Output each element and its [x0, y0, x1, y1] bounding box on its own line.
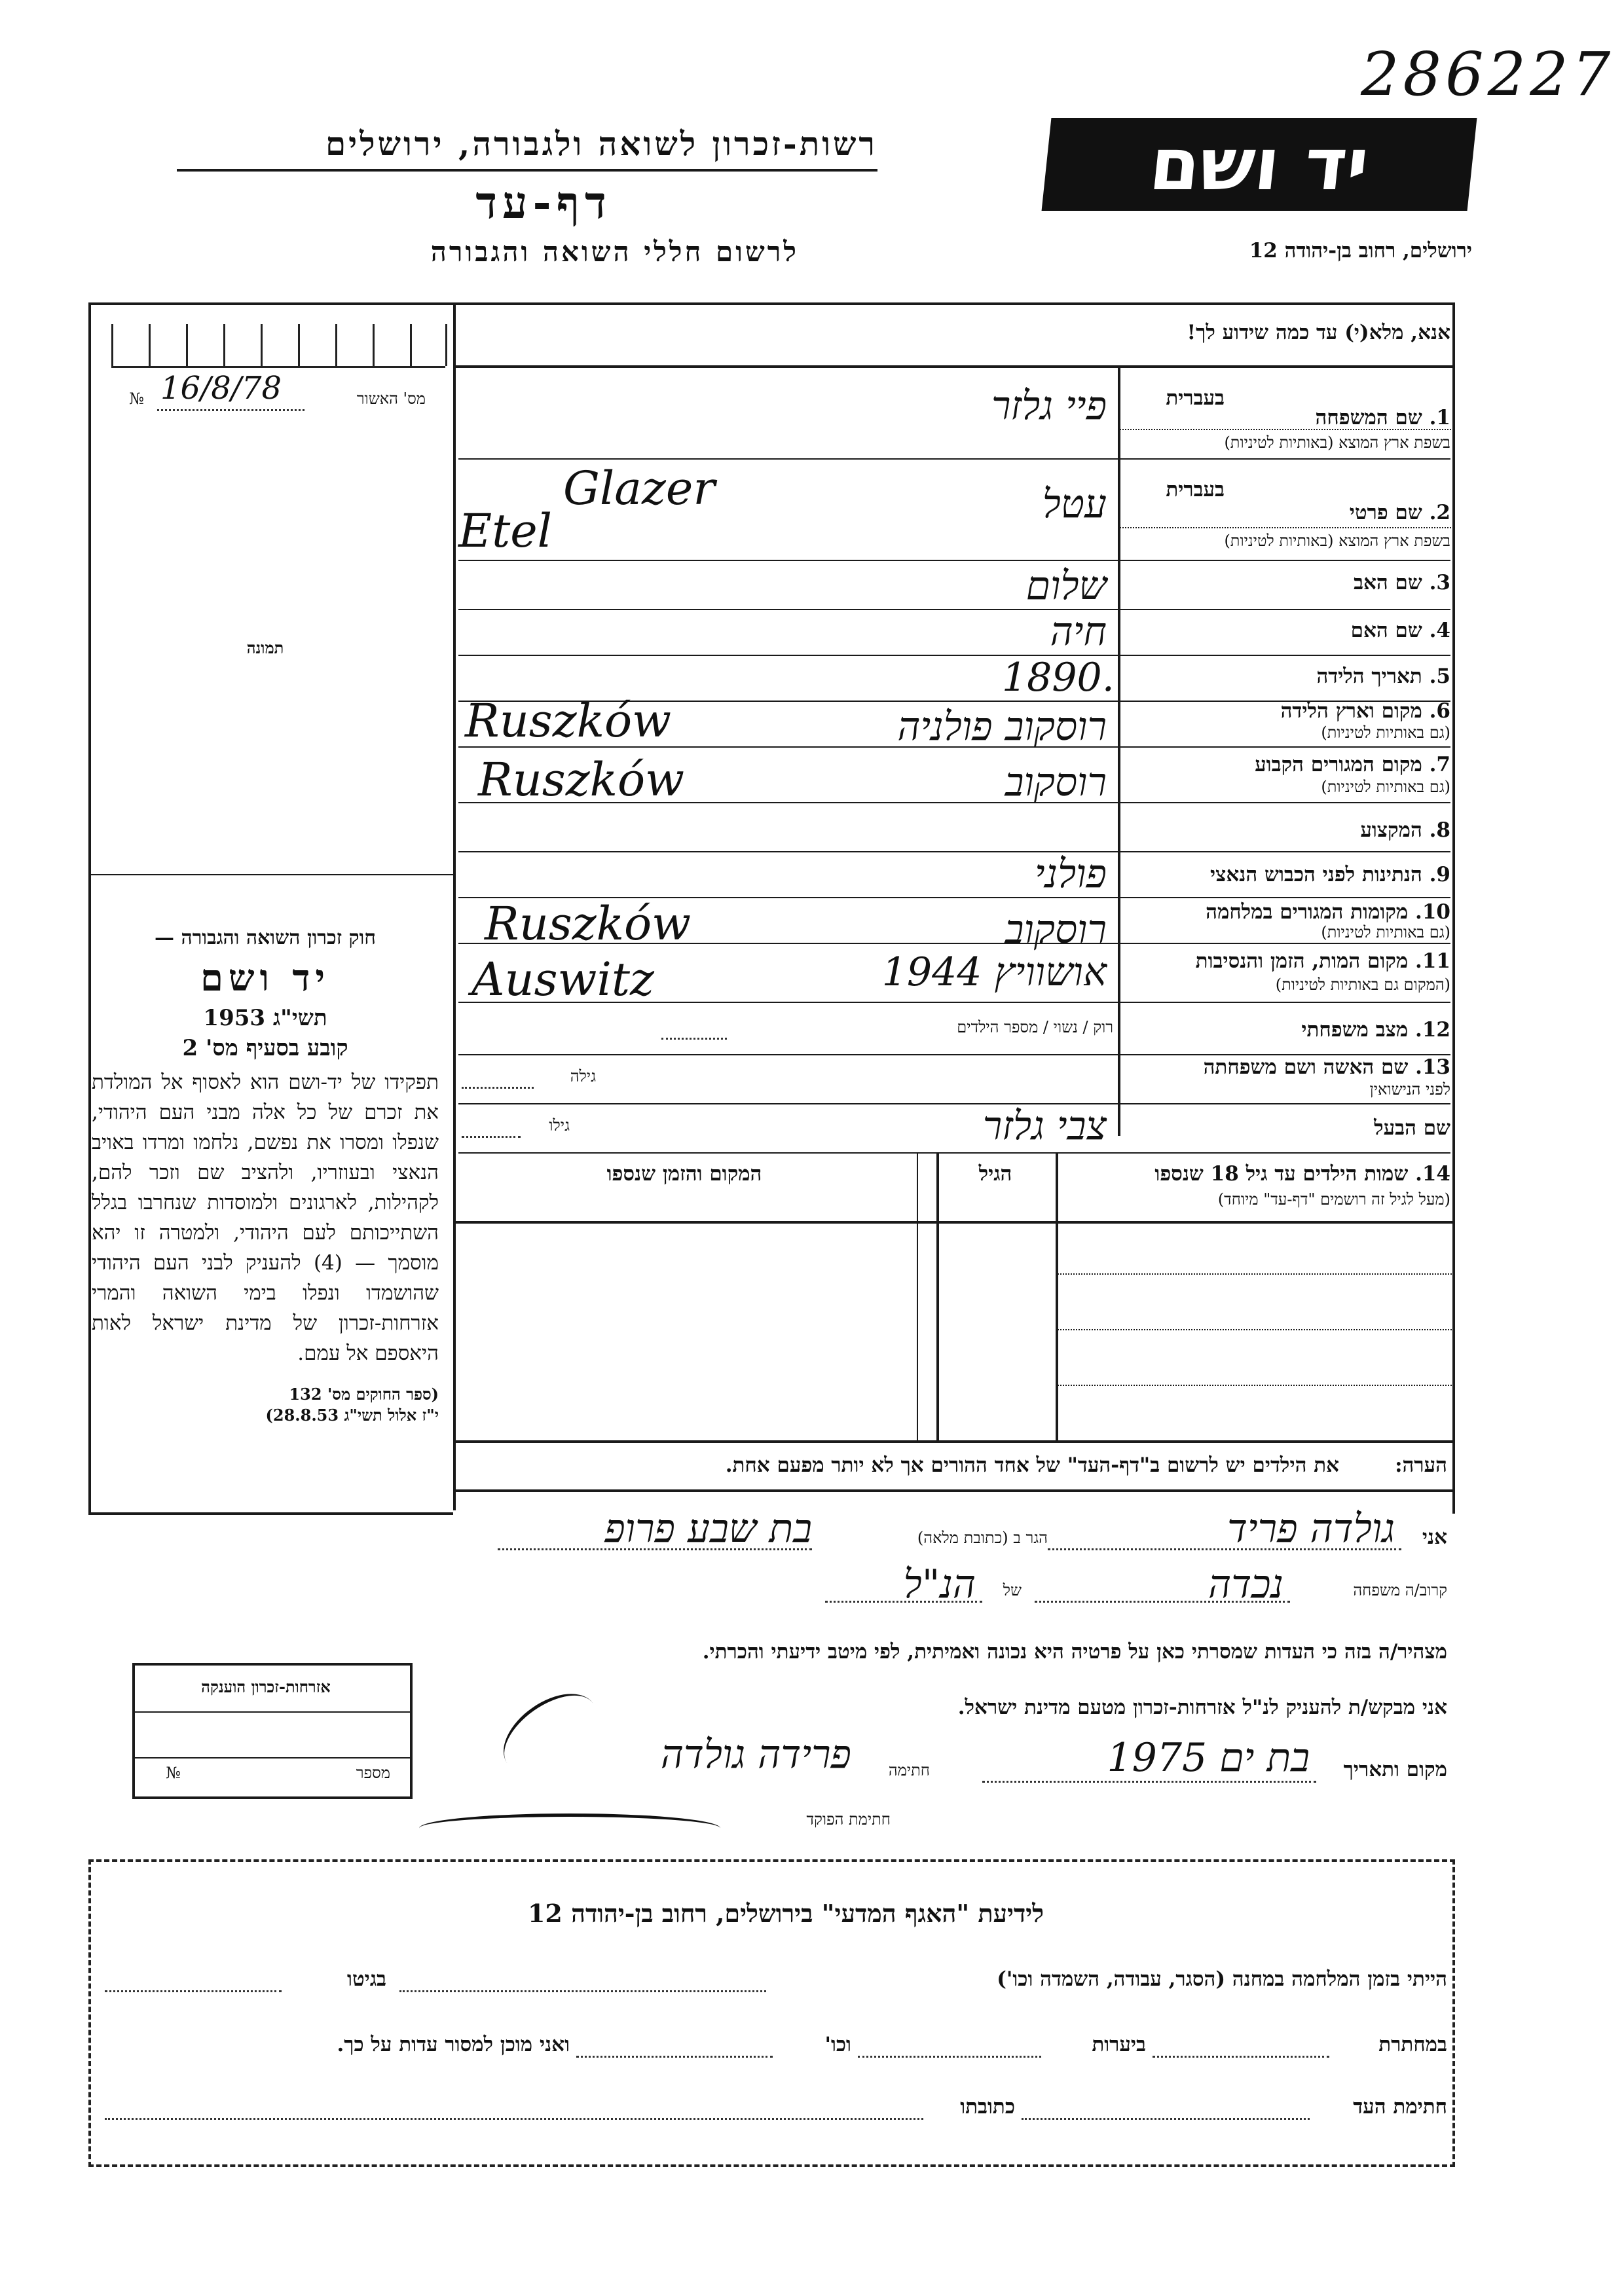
left-col-bottom [88, 1512, 453, 1515]
frame-left [88, 302, 91, 1514]
husband-age-line [462, 1136, 521, 1138]
frame-right [1452, 302, 1455, 1514]
field-10-value-hebrew: רוסקוב [1005, 907, 1107, 953]
children-bottom-rule [453, 1440, 1455, 1443]
children-header-rule [453, 1221, 1455, 1224]
footer-line1: הייתי בזמן המלחמה במחנה (הסגר, עבודה, השמדה וכו') [997, 1967, 1447, 1991]
field-8-label: 8. המקצוע [1360, 818, 1450, 842]
relation-line [1035, 1601, 1290, 1603]
note-text: את הילדים יש לרשום ב"דף-העד" של אחד ההורים אך לא יותר מפעם אחת. [725, 1453, 1339, 1477]
children-row-2 [1056, 1329, 1452, 1330]
citizenship-box-rule-2 [135, 1757, 410, 1758]
footer-line2-dots-a [1153, 2056, 1329, 2058]
left-col-law-top [88, 874, 453, 875]
field-11-value-hebrew: אושוויץ 1944 [881, 949, 1107, 995]
field-1-hebrew-tag: בעברית [1166, 386, 1225, 410]
of-value: הנ"ל [903, 1561, 976, 1607]
law-title-2: יד ושם [200, 957, 331, 1000]
footer-line2-b: ביערות [1092, 2033, 1146, 2056]
frame-divider-left [453, 302, 456, 1510]
field-5-label: 5. תאריך הלידה [1316, 665, 1450, 688]
field-6-value-latin: Ruszków [465, 694, 672, 748]
footer-line3-b: כתובתו [960, 2095, 1015, 2119]
field-12-line [661, 1038, 727, 1040]
field-9-label: 9. הנתינות לפני הכבוש הנאצי [1210, 863, 1450, 886]
field-2-sub: בשפת ארץ המוצא (באותיות לטיניות) [1224, 532, 1450, 550]
field-3-value: שלום [1025, 563, 1107, 609]
field-1-label: 1. שם המשפחה [1315, 406, 1450, 429]
row-rule-4 [458, 655, 1450, 656]
approval-no: № [129, 390, 144, 408]
logo-text: יד ושם [1145, 122, 1373, 206]
law-year: תשי"ג 1953 [203, 1005, 327, 1031]
field-6-sub: (גם באותיות לטיניות) [1321, 723, 1450, 742]
field-3-label: 3. שם האב [1354, 571, 1450, 594]
children-col-place: המקום והזמן שנספו [606, 1162, 762, 1186]
field-10-label: 10. מקומות המגורים במלחמה [1206, 900, 1450, 924]
footer-line2-dots-c [576, 2056, 773, 2058]
place-date-value: בת ים 1975 [1107, 1735, 1310, 1781]
field-10-value-latin: Ruszków [485, 897, 692, 951]
children-col-3 [917, 1152, 918, 1440]
children-col-age: הגיל [978, 1162, 1012, 1186]
serial-number: 286227 [1361, 39, 1615, 109]
footer-line1-end: בגיטו [347, 1967, 386, 1991]
citizenship-box-rule-1 [135, 1711, 410, 1713]
field-7-sub: (גם באותיות לטיניות) [1321, 778, 1450, 796]
field-7-value-hebrew: רוסקוב [1005, 759, 1107, 805]
residing-label: הגר ב (כתובת מלאה) [917, 1529, 1048, 1547]
field-2-latin-family: Glazer [563, 462, 715, 515]
declarant-name-line [1048, 1548, 1401, 1550]
field-11-value-latin: Auswitz [471, 953, 654, 1006]
law-title-1: חוק זכרון השואה והגבורה — [155, 926, 376, 949]
field-2-label: 2. שם פרטי [1349, 501, 1450, 524]
field-1-value: פיי גלזר [991, 383, 1107, 429]
of-line [825, 1601, 982, 1603]
field-4-label: 4. שם האם [1350, 619, 1450, 642]
address: ירושלים, רחוב בן-יהודה 12 [1249, 239, 1472, 263]
declaration-2: אני מבקש/ת להעניק לנ"ל אזרחות-זכרון מטעם מדינת ישראל. [957, 1696, 1447, 1719]
children-col-1 [1056, 1152, 1058, 1440]
law-source-date: י"ז אלול תשי"ג 28.8.53) [265, 1406, 439, 1425]
row-rule-2 [458, 560, 1450, 561]
field-10-sub: (גם באותיות לטיניות) [1321, 923, 1450, 941]
husband-age-label: גילו [549, 1116, 570, 1135]
field-2-latin-given: Etel [458, 504, 553, 558]
citizenship-number-label: מספר [356, 1764, 390, 1782]
org-name: רשות-זכרון לשואה ולגבורה, ירושלים [325, 124, 877, 163]
relation-label: קרוב/ה משפחה [1353, 1581, 1447, 1599]
field-13-sub: לפני הנישואין [1369, 1080, 1450, 1099]
field-1-sub: בשפת ארץ המוצא (באותיות לטיניות) [1224, 433, 1450, 452]
of-label: של [1003, 1581, 1022, 1599]
footer-line1-dots-2 [105, 1990, 282, 1992]
field-9-value: פולני [1034, 851, 1107, 897]
instruction: אנא, מלא(י) עד כמה שידוע לך! [1187, 321, 1450, 344]
field-4-value: חיה [1050, 609, 1107, 655]
footer-line2-dots-b [858, 2056, 1041, 2058]
law-body: תפקידו של יד-ושם הוא לאסוף אל המולדת את זכרם של כל אלה מבני העם היהודי, שנפלו ומסרו את נפשם, נלחמו ומרדו באויב הנאצי ובעוזריו, ולהציב שם וזכר להם, לקהילות, לארגונים ולמוסדות שנחרבו בגלל השתייכותם לעם היהודי, ולמטרה זו יהא מוסמך — (4) להעניק לבני העם היהודי שהושמדו ונפלו בימי השואה והמרי אזרחות-זכרון של מדינת ישראל לאות היאספם אל עמם. [92, 1070, 439, 1365]
org-underline [177, 169, 877, 172]
footer-line3-dots-b [105, 2118, 923, 2120]
place-date-line [982, 1781, 1316, 1783]
signature-value: פרידה גולדה [660, 1732, 851, 1777]
field-11-label: 11. מקום המות, הזמן והנסיבות [1195, 949, 1450, 973]
frame-top [88, 302, 1455, 305]
field-2-hebrew-tag: בעברית [1166, 478, 1225, 501]
declarant-prefix: אני [1422, 1525, 1447, 1549]
field-13-label: 13. שם האשה ושם משפחתה [1203, 1055, 1450, 1079]
law-section: קובע בסעיף מס' 2 [182, 1035, 348, 1061]
tick-row [111, 324, 445, 368]
row-2-split [1120, 527, 1454, 528]
footer-line2-end: ואני מוכן למסור עדות על כך. [337, 2033, 570, 2056]
relation-value: נכדה [1208, 1561, 1283, 1607]
field-5-value: 1890. [1002, 655, 1115, 701]
field-12-options: רוק / נשוי / מספר הילדים [957, 1018, 1113, 1036]
footer-line2-a: במחתרת [1378, 2033, 1447, 2056]
field-6-value-hebrew: רוסקוב פולניה [897, 704, 1107, 750]
approval-label: מס' האשור [356, 390, 426, 408]
footer-line3-dots-a [1022, 2118, 1310, 2120]
field-6-label: 6. מקום וארץ הלידה [1280, 699, 1450, 723]
photo-label: תמונה [246, 638, 284, 657]
footer-title: לידיעת "האגף המדעי" בירושלים, רחוב בן-יהודה 12 [527, 1899, 1044, 1928]
approval-value: 16/8/78 [160, 370, 282, 407]
wife-age-label: גילה [570, 1067, 596, 1085]
children-row-3 [1056, 1385, 1452, 1386]
footer-line3-a: חתימת העד [1353, 2095, 1447, 2119]
frame-divider-labels [1118, 367, 1120, 1136]
frame-bottom [453, 1489, 1455, 1492]
wife-age-line [462, 1087, 534, 1089]
field-14-label: 14. שמות הילדים עד גיל 18 שנספו [1154, 1162, 1450, 1186]
form-title: דף-עד [475, 177, 612, 229]
field-7-value-latin: Ruszków [478, 753, 685, 807]
children-col-2 [936, 1152, 939, 1440]
approval-line [157, 409, 304, 411]
footer-line1-dots [399, 1990, 766, 1992]
yad-vashem-logo [1042, 118, 1477, 211]
declarant-address-line [498, 1548, 812, 1550]
law-text [92, 923, 439, 1426]
declarant-name: גולדה פריד [1227, 1506, 1395, 1552]
husband-label: שם הבעל [1374, 1116, 1450, 1140]
place-date-label: מקום ותאריך [1343, 1758, 1447, 1781]
citizenship-box [132, 1663, 413, 1799]
instruction-rule [453, 365, 1455, 368]
field-11-sub: (המקום גם באותיות לטיניות) [1275, 975, 1450, 994]
husband-value: צבי גלזר [982, 1103, 1107, 1149]
children-row-1 [1056, 1273, 1452, 1275]
citizenship-no-sign: № [166, 1764, 181, 1782]
field-7-label: 7. מקום המגורים הקבוע [1255, 753, 1450, 776]
field-12-label: 12. מצב משפחתי [1301, 1018, 1450, 1042]
declaration-1: מצהיר/ה בזה כי העדות שמסרתי כאן על פרטיה היא נכונה ואמיתית, לפי מיטב ידיעתי והכרתי. [702, 1640, 1447, 1664]
row-rule-14 [458, 1152, 1450, 1154]
signature-label: חתימה [888, 1761, 930, 1779]
officer-signature [419, 1813, 720, 1843]
citizenship-box-title: אזרחות-זכרון הוענקה [201, 1677, 331, 1696]
declarant-address: בת שבע פרופ [604, 1506, 812, 1552]
row-rule-1 [458, 458, 1450, 460]
officer-label: חתימת הפוקד [806, 1810, 891, 1829]
field-14-sub: (מעל לגיל זה רושמים "דף-עד" מיוחד) [1217, 1190, 1450, 1209]
field-2-value: עטל [1042, 481, 1107, 527]
law-source: (ספר החוקים מס' 132 [289, 1385, 439, 1404]
footer-line2-c: וכו' [824, 2033, 851, 2056]
form-subtitle: לרשום חללי השואה והגבורה [430, 236, 799, 268]
note-label: הערה: [1395, 1453, 1447, 1477]
